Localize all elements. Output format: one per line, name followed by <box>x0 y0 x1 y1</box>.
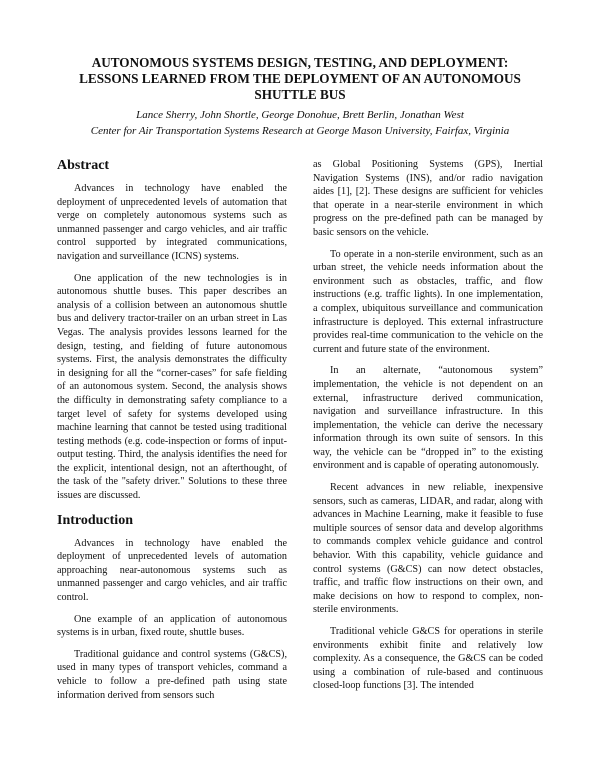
affiliation: Center for Air Transportation Systems Research at George Mason University, Fairfax, Virginia <box>90 125 510 137</box>
right-paragraph-5: Traditional vehicle G&CS for operations in sterile environments exhibit finite and relatively low complexity. As a consequence, the G&CS can be coded using a combination of rule-based and continuous closed-loop functions [3]. The intended <box>313 626 543 692</box>
right-paragraph-3: In an alternate, “autonomous system” implementation, the vehicle is not dependent on an external, infrastructure derived communication, navigation and surveillance infrastructure. In this implementation, the vehicle can derive the necessary information through its own suite of sensors. In this way, the vehicle can be “dropped in” to the existing environment and is capable of operating autonomously. <box>313 365 543 472</box>
intro-paragraph-2: One example of an application of autonomous systems is in urban, fixed route, shuttle buses. <box>57 613 287 639</box>
right-paragraph-4: Recent advances in new reliable, inexpensive sensors, such as cameras, LIDAR, and radar, along with advances in Machine Learning, make it feasible to fuse multiple sources of sensor data and develop algorithms to commands complex vehicle guidance and control behavior. With this capability, vehicle guidance and control systems (G&CS) can now detect obstacles, traffic, and traffic flow instructions on their own, and make decisions on how to respond to complex, non-sterile environments. <box>313 482 543 616</box>
paper-title <box>40 55 560 103</box>
title-line-3: SHUTTLE BUS <box>254 87 346 102</box>
intro-paragraph-1: Advances in technology have enabled the deployment of unprecedented levels of automation approaching near-autonomous systems such as unmanned passenger and cargo vehicles, and air traffic control. <box>57 537 287 604</box>
intro-paragraph-3: Traditional guidance and control systems (G&CS), used in many types of transport vehicles, command a vehicle to follow a pre-defined path using state information derived from sensors such <box>57 648 287 701</box>
introduction-heading: Introduction <box>57 512 133 528</box>
title-line-2: LESSONS LEARNED FROM THE DEPLOYMENT OF AN AUTONOMOUS <box>79 71 521 86</box>
abstract-paragraph-2: One application of the new technologies is in autonomous shuttle buses. This paper describes an analysis of a collision between an autonomous shuttle bus and delivery tractor-trailer on an urban street in Las Vegas. The analysis provides lessons learned for the design, testing, and fielding of future autonomous systems. First, the analysis demonstrates the difficulty in designing for all the “corner-cases” for safe fielding of an autonomous system. Second, the analysis shows the difficulty in demonstrating safety compliance to a target level of safety for systems developed using machine learning that cannot be tested using traditional testing methods (e.g. code-inspection or forms of input-output testing. Third, the analysis identifies the need for the explicit, intentional design, not an afterthought, of the task of the "safety driver." Solutions to these three issues are discussed. <box>57 272 287 502</box>
abstract-paragraph-1: Advances in technology have enabled the deployment of unprecedented levels of automation that verge on completely autonomous systems such as unmanned passenger and cargo vehicles, and air traffic control supported by integrated communications, navigation and surveillance (ICNS) systems. <box>57 183 287 262</box>
author-list: Lance Sherry, John Shortle, George Donohue, Brett Berlin, Jonathan West <box>136 109 464 121</box>
left-column <box>57 158 287 710</box>
right-paragraph-2: To operate in a non-sterile environment, such as an urban street, the vehicle needs information about the environment such as obstacles, traffic, and flow instructions (e.g. traffic lights). In one implementation, a complex, ubiquitous surveillance and communication infrastructure is deployed. This external infrastructure provides real-time communication to the vehicle on the current and future state of the environment. <box>313 248 543 355</box>
right-column <box>313 158 543 701</box>
right-paragraph-1: as Global Positioning Systems (GPS), Inertial Navigation Systems (INS), and/or radio navigation aides [1], [2]. These designs are sufficient for vehicles that operate in a near-sterile environment in which progress on the pre-defined path can be managed by basic sensors on the vehicle. <box>313 159 543 238</box>
title-line-1: AUTONOMOUS SYSTEMS DESIGN, TESTING, AND DEPLOYMENT: <box>91 55 509 70</box>
abstract-heading: Abstract <box>57 158 110 173</box>
